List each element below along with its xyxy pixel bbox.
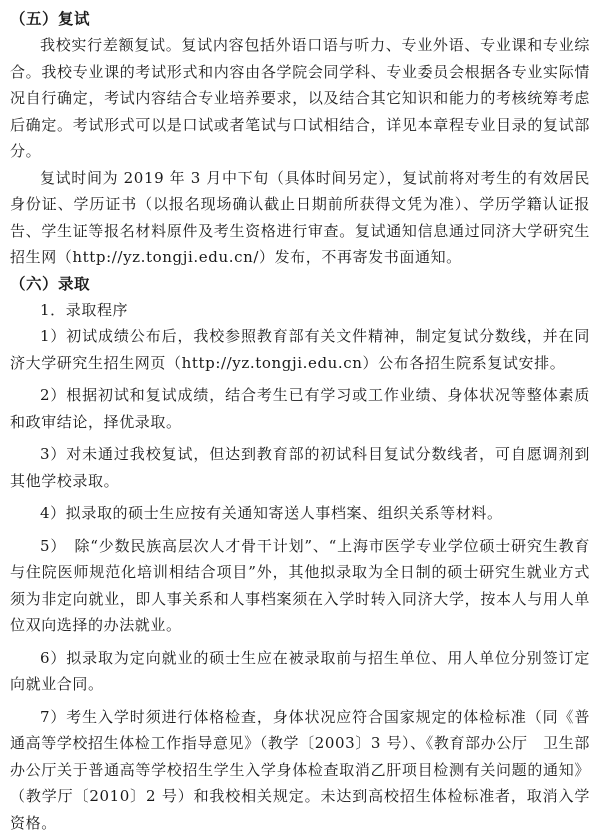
section-heading-retest: （五）复试	[10, 6, 590, 32]
admission-item-1: 1）初试成绩公布后，我校参照教育部有关文件精神，制定复试分数线，并在同济大学研究生招生网页（http://yz.tongji.edu.cn）公布各招生院系复试安排。	[10, 323, 590, 376]
admission-item-7: 7）考生入学时须进行体格检查，身体状况应符合国家规定的体检标准（同《普通高等学校招生体检工作指导意见》（教学〔2003〕3 号）、《教育部办公厅 卫生部办公厅关于普通高等学校招生学生入学身体检查取消乙肝项目检测有关问题的通知》（教学厅〔2010〕2 号）和我校相关规定。未达到高校招生体检标准者，取消入学资格。	[10, 704, 590, 836]
admission-item-3: 3）对未通过我校复试，但达到教育部的初试科目复试分数线者，可自愿调剂到其他学校录取。	[10, 441, 590, 494]
section-heading-admission: （六）录取	[10, 271, 590, 297]
retest-paragraph-content: 我校实行差额复试。复试内容包括外语口语与听力、专业外语、专业课和专业综合。我校专业课的考试形式和内容由各学院会同学科、专业委员会根据各专业实际情况自行确定，考试内容结合专业培养要求，以及结合其它知识和能力的考核统筹考虑后确定。考试形式可以是口试或者笔试与口试相结合，详见本章程专业目录的复试部分。	[10, 32, 590, 165]
admission-item-6: 6）拟录取为定向就业的硕士生应在被录取前与招生单位、用人单位分别签订定向就业合同。	[10, 645, 590, 698]
admission-item-4: 4）拟录取的硕士生应按有关通知寄送人事档案、组织关系等材料。	[10, 500, 590, 527]
retest-paragraph-schedule: 复试时间为 2019 年 3 月中下旬（具体时间另定），复试前将对考生的有效居民身份证、学历证书（以报名现场确认截止日期前所获得文凭为准）、学历学籍认证报告、学生证等报名材料原件及考生资格进行审查。复试通知信息通过同济大学研究生招生网（http://yz.tongji.edu.cn/）发布，不再寄发书面通知。	[10, 165, 590, 271]
admission-item-5: 5） 除“少数民族高层次人才骨干计划”、“上海市医学专业学位硕士研究生教育与住院医师规范化培训相结合项目”外，其他拟录取为全日制的硕士研究生就业方式须为非定向就业，即人事关系和人事档案须在入学时转入同济大学，按本人与用人单位双向选择的办法就业。	[10, 533, 590, 639]
admission-procedure-heading: 1．录取程序	[10, 297, 590, 324]
admission-item-2: 2）根据初试和复试成绩，结合考生已有学习或工作业绩、身体状况等整体素质和政审结论，择优录取。	[10, 382, 590, 435]
